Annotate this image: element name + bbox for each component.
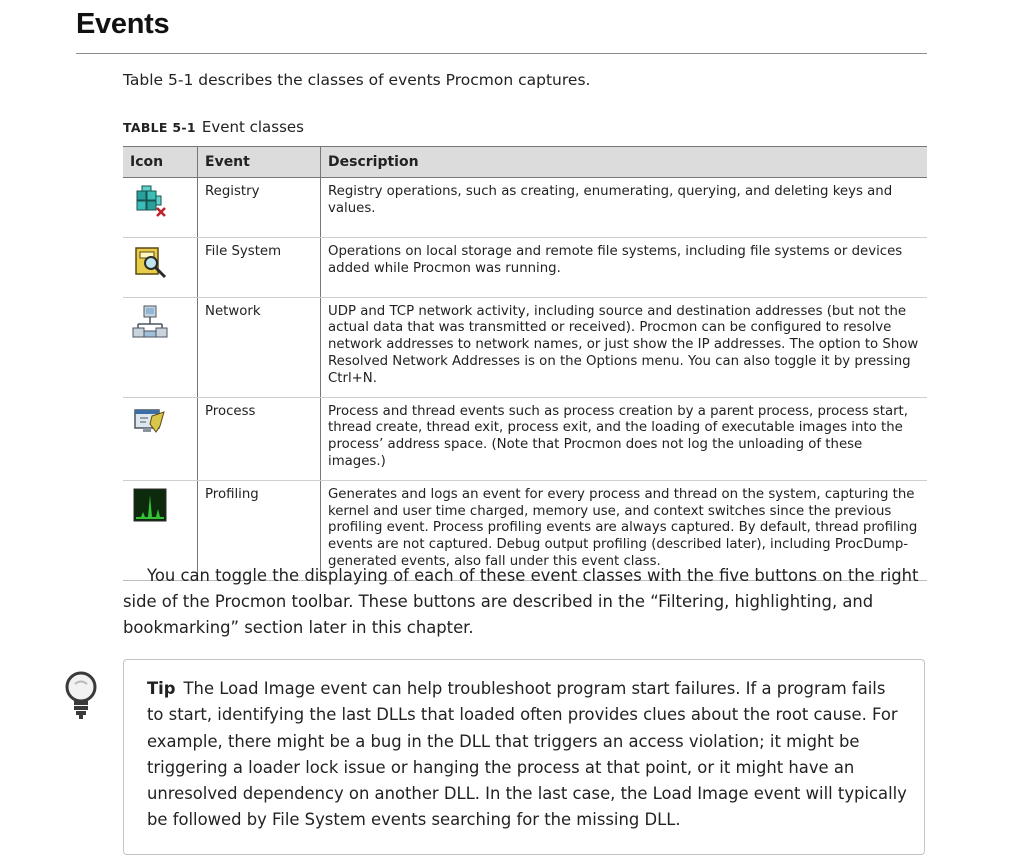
table-header-row (123, 147, 927, 178)
event-name: Process (198, 397, 321, 480)
event-description: UDP and TCP network activity, including source and destination addresses (but not the actual data that was transmitted or received). Procmon can be configured to resolve network addresses to network names, or just show the IP addresses. The option to Show Resolved Network Addresses is on the Options menu. You can also toggle it by pressing Ctrl+N. (321, 297, 928, 397)
heading-divider (76, 53, 927, 54)
header-description: Description (321, 147, 928, 178)
lightbulb-icon (62, 670, 100, 722)
table-caption-text: Event classes (201, 118, 304, 136)
event-description: Generates and logs an event for every process and thread on the system, capturing the kernel and user time charged, memory use, and context switches since the previous profiling event. Process profiling events are always captured. By default, thread profiling events are not captured. Debug output profiling (described later), including ProcDump-generated events, also fall under this event class. (321, 480, 928, 580)
tip-text-block (147, 676, 907, 834)
table-row (123, 178, 927, 238)
event-classes-table (123, 146, 927, 581)
table-row (123, 397, 927, 480)
profiling-icon (130, 485, 170, 525)
table-row (123, 297, 927, 397)
body-paragraph: You can toggle the displaying of each of these event classes with the five buttons on the right side of the Procmon toolbar. These buttons are described in the “Filtering, highlighting, and bookmarking” section later in this chapter. (123, 566, 919, 637)
table-caption (123, 118, 304, 136)
table-row (123, 237, 927, 297)
process-icon (130, 402, 170, 442)
event-name: Registry (198, 178, 321, 238)
registry-icon (130, 182, 170, 222)
event-name: Network (198, 297, 321, 397)
event-name: File System (198, 237, 321, 297)
table-label: TABLE 5-1 (123, 120, 196, 135)
event-description: Process and thread events such as process creation by a parent process, process start, thread create, thread exit, process exit, and the loading of executable images into the process’ address space. (Note that Procmon does not log the unloading of these images.) (321, 397, 928, 480)
tip-text: The Load Image event can help troubleshoot program start failures. If a program fails to start, identifying the last DLLs that loaded often provides clues about the root cause. For example, there might be a bug in the DLL that triggers an access violation; it might be triggering a loader lock issue or hanging the process at that point, or it might have an unresolved dependency on another DLL. In the last case, the Load Image event will typically be followed by File System events searching for the missing DLL. (147, 679, 907, 830)
tip-box (123, 659, 925, 855)
event-description: Registry operations, such as creating, enumerating, querying, and deleting keys and values. (321, 178, 928, 238)
network-icon (130, 302, 170, 342)
intro-text: Table 5-1 describes the classes of events Procmon captures. (123, 71, 591, 89)
event-description: Operations on local storage and remote file systems, including file systems or devices added while Procmon was running. (321, 237, 928, 297)
section-heading: Events (76, 8, 170, 40)
event-name: Profiling (198, 480, 321, 580)
tip-label: Tip (147, 679, 176, 698)
header-icon: Icon (123, 147, 198, 178)
file-system-icon (130, 242, 170, 282)
header-event: Event (198, 147, 321, 178)
